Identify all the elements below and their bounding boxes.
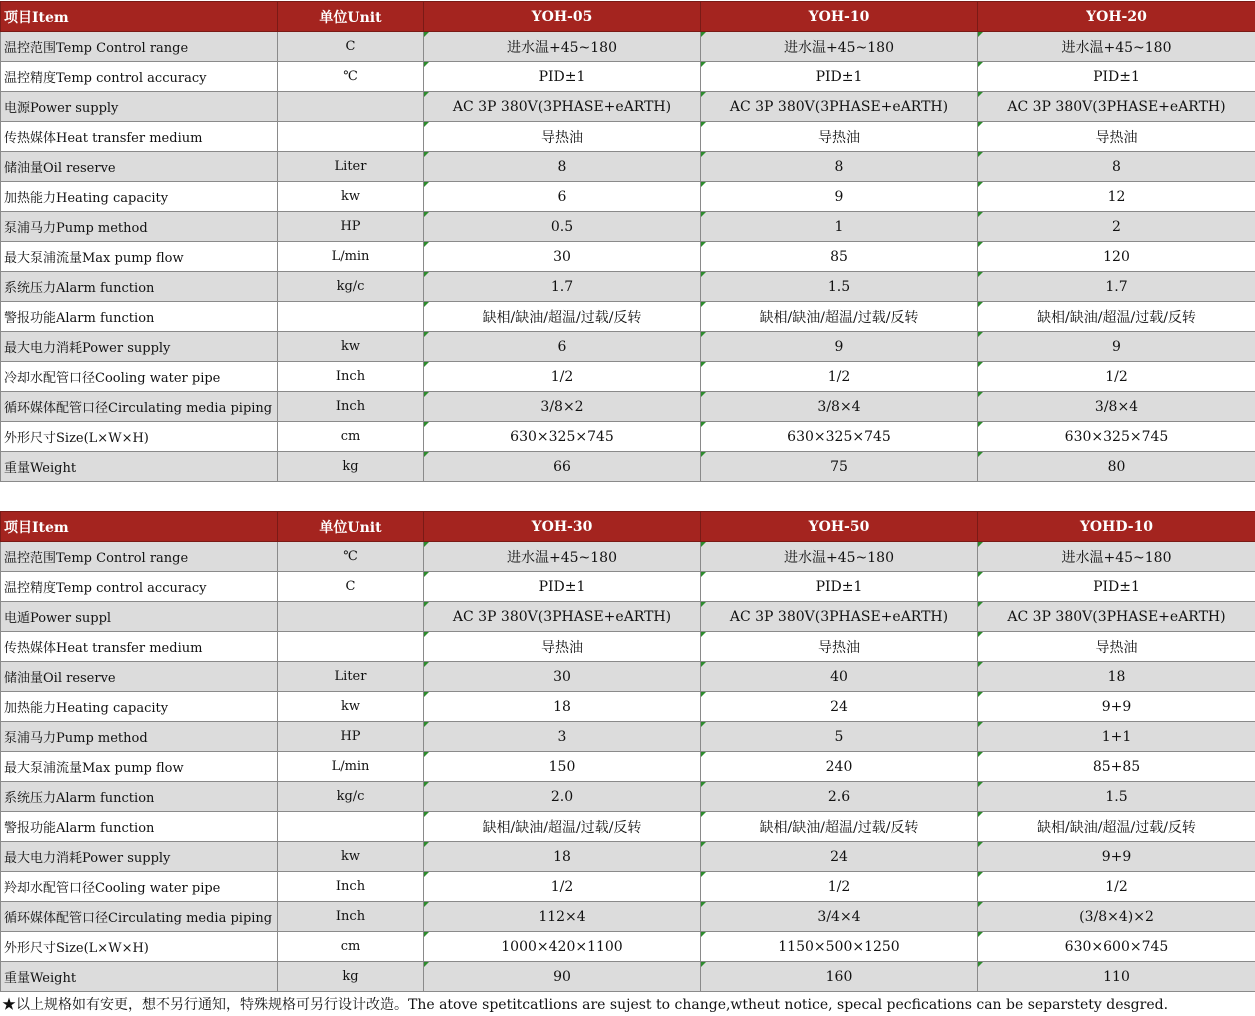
table-row xyxy=(1,842,1255,872)
item-cell: 重量Weight xyxy=(1,962,278,992)
value-cell: 3/8×2 xyxy=(424,392,701,422)
value-cell: 导热油 xyxy=(978,632,1255,662)
header-model: YOH-50 xyxy=(701,512,978,542)
table-row xyxy=(1,722,1255,752)
value-cell: 6 xyxy=(424,332,701,362)
value-cell: PID±1 xyxy=(978,572,1255,602)
table-row xyxy=(1,542,1255,572)
value-cell: 0.5 xyxy=(424,212,701,242)
unit-cell: Inch xyxy=(278,902,424,932)
item-cell: 泵浦马力Pump method xyxy=(1,212,278,242)
value-cell: 112×4 xyxy=(424,902,701,932)
value-cell: 3/4×4 xyxy=(701,902,978,932)
table-row xyxy=(1,752,1255,782)
table-row xyxy=(1,602,1255,632)
value-cell: 导热油 xyxy=(701,122,978,152)
item-cell: 系统压力Alarm function xyxy=(1,272,278,302)
value-cell: 18 xyxy=(978,662,1255,692)
value-cell: 8 xyxy=(701,152,978,182)
item-cell: 警报功能Alarm function xyxy=(1,812,278,842)
table-row xyxy=(1,872,1255,902)
value-cell: 进水温+45~180 xyxy=(701,542,978,572)
value-cell: 66 xyxy=(424,452,701,482)
unit-cell xyxy=(278,92,424,122)
value-cell: 5 xyxy=(701,722,978,752)
header-model: YOH-30 xyxy=(424,512,701,542)
table-row xyxy=(1,362,1255,392)
value-cell: 110 xyxy=(978,962,1255,992)
table-row xyxy=(1,212,1255,242)
table-header-row xyxy=(1,2,1255,32)
header-model: YOH-10 xyxy=(701,2,978,32)
value-cell: 1/2 xyxy=(424,872,701,902)
value-cell: 85 xyxy=(701,242,978,272)
unit-cell: HP xyxy=(278,722,424,752)
item-cell: 传热媒体Heat transfer medium xyxy=(1,122,278,152)
value-cell: 缺相/缺油/超温/过载/反转 xyxy=(978,812,1255,842)
table-row xyxy=(1,662,1255,692)
table-row xyxy=(1,272,1255,302)
value-cell: 18 xyxy=(424,692,701,722)
unit-cell: Liter xyxy=(278,662,424,692)
value-cell: 150 xyxy=(424,752,701,782)
value-cell: 进水温+45~180 xyxy=(424,32,701,62)
value-cell: 1/2 xyxy=(701,872,978,902)
footnote-text: 以上规格如有安更，想不另行通知，特殊规格可另行设计改造。The atove spetitcatlions are sujest to change,wtheut notice, specal pecfications can be separstety desgred. xyxy=(16,997,1169,1013)
value-cell: 缺相/缺油/超温/过载/反转 xyxy=(424,812,701,842)
value-cell: 9 xyxy=(978,332,1255,362)
value-cell: 1/2 xyxy=(701,362,978,392)
item-cell: 温控范围Temp Control range xyxy=(1,542,278,572)
unit-cell: kw xyxy=(278,332,424,362)
header-model: YOH-20 xyxy=(978,2,1255,32)
table-row xyxy=(1,782,1255,812)
item-cell: 警报功能Alarm function xyxy=(1,302,278,332)
value-cell: 1.5 xyxy=(701,272,978,302)
table-row xyxy=(1,92,1255,122)
unit-cell: C xyxy=(278,572,424,602)
unit-cell: kg/c xyxy=(278,272,424,302)
table-row xyxy=(1,962,1255,992)
value-cell: 1150×500×1250 xyxy=(701,932,978,962)
value-cell: 630×600×745 xyxy=(978,932,1255,962)
value-cell: 30 xyxy=(424,662,701,692)
footnote xyxy=(2,994,1252,1014)
value-cell: 3 xyxy=(424,722,701,752)
table-row xyxy=(1,632,1255,662)
header-model: YOHD-10 xyxy=(978,512,1255,542)
unit-cell: kw xyxy=(278,182,424,212)
value-cell: 1/2 xyxy=(978,362,1255,392)
value-cell: 1/2 xyxy=(978,872,1255,902)
value-cell: 8 xyxy=(424,152,701,182)
table-row xyxy=(1,332,1255,362)
item-cell: 电源Power supply xyxy=(1,92,278,122)
item-cell: 加热能力Heating capacity xyxy=(1,182,278,212)
header-item: 项目Item xyxy=(1,512,278,542)
item-cell: 外形尺寸Size(L×W×H) xyxy=(1,932,278,962)
value-cell: AC 3P 380V(3PHASE+eARTH) xyxy=(701,602,978,632)
item-cell: 电遁Power suppl xyxy=(1,602,278,632)
value-cell: 9 xyxy=(701,332,978,362)
value-cell: 40 xyxy=(701,662,978,692)
item-cell: 最大电力消耗Power supply xyxy=(1,842,278,872)
unit-cell: ℃ xyxy=(278,62,424,92)
unit-cell: kw xyxy=(278,842,424,872)
value-cell: 1+1 xyxy=(978,722,1255,752)
item-cell: 加热能力Heating capacity xyxy=(1,692,278,722)
value-cell: 8 xyxy=(978,152,1255,182)
value-cell: 30 xyxy=(424,242,701,272)
table-header-row xyxy=(1,512,1255,542)
value-cell: 缺相/缺油/超温/过载/反转 xyxy=(424,302,701,332)
value-cell: 75 xyxy=(701,452,978,482)
unit-cell xyxy=(278,602,424,632)
value-cell: 2.0 xyxy=(424,782,701,812)
item-cell: 重量Weight xyxy=(1,452,278,482)
item-cell: 系统压力Alarm function xyxy=(1,782,278,812)
item-cell: 羚却水配管口径Cooling water pipe xyxy=(1,872,278,902)
value-cell: AC 3P 380V(3PHASE+eARTH) xyxy=(701,92,978,122)
item-cell: 最大泵浦流量Max pump flow xyxy=(1,752,278,782)
item-cell: 泵浦马力Pump method xyxy=(1,722,278,752)
value-cell: PID±1 xyxy=(701,572,978,602)
unit-cell: L/min xyxy=(278,242,424,272)
value-cell: PID±1 xyxy=(424,572,701,602)
unit-cell: kg xyxy=(278,452,424,482)
value-cell: 160 xyxy=(701,962,978,992)
value-cell: AC 3P 380V(3PHASE+eARTH) xyxy=(424,602,701,632)
value-cell: AC 3P 380V(3PHASE+eARTH) xyxy=(424,92,701,122)
table-row xyxy=(1,902,1255,932)
value-cell: 3/8×4 xyxy=(701,392,978,422)
spec-table-1 xyxy=(0,1,1255,482)
item-cell: 冷却水配管口径Cooling water pipe xyxy=(1,362,278,392)
value-cell: 2.6 xyxy=(701,782,978,812)
value-cell: 导热油 xyxy=(701,632,978,662)
value-cell: 1 xyxy=(701,212,978,242)
value-cell: 缺相/缺油/超温/过载/反转 xyxy=(701,812,978,842)
item-cell: 外形尺寸Size(L×W×H) xyxy=(1,422,278,452)
table-row xyxy=(1,182,1255,212)
value-cell: 1.7 xyxy=(424,272,701,302)
value-cell: 120 xyxy=(978,242,1255,272)
unit-cell: HP xyxy=(278,212,424,242)
value-cell: 1000×420×1100 xyxy=(424,932,701,962)
item-cell: 温控精度Temp control accuracy xyxy=(1,62,278,92)
item-cell: 传热媒体Heat transfer medium xyxy=(1,632,278,662)
table-row xyxy=(1,152,1255,182)
unit-cell: cm xyxy=(278,932,424,962)
header-unit: 单位Unit xyxy=(278,2,424,32)
unit-cell: Inch xyxy=(278,872,424,902)
value-cell: 630×325×745 xyxy=(701,422,978,452)
value-cell: 进水温+45~180 xyxy=(424,542,701,572)
value-cell: PID±1 xyxy=(978,62,1255,92)
unit-cell: L/min xyxy=(278,752,424,782)
value-cell: 18 xyxy=(424,842,701,872)
header-item: 项目Item xyxy=(1,2,278,32)
value-cell: 240 xyxy=(701,752,978,782)
value-cell: 进水温+45~180 xyxy=(978,32,1255,62)
value-cell: 3/8×4 xyxy=(978,392,1255,422)
table-row xyxy=(1,392,1255,422)
unit-cell xyxy=(278,812,424,842)
value-cell: 90 xyxy=(424,962,701,992)
table-row xyxy=(1,572,1255,602)
unit-cell: Liter xyxy=(278,152,424,182)
item-cell: 储油量Oil reserve xyxy=(1,662,278,692)
spec-table-2 xyxy=(0,511,1255,992)
unit-cell: C xyxy=(278,32,424,62)
value-cell: AC 3P 380V(3PHASE+eARTH) xyxy=(978,602,1255,632)
unit-cell: Inch xyxy=(278,392,424,422)
unit-cell: Inch xyxy=(278,362,424,392)
value-cell: (3/8×4)×2 xyxy=(978,902,1255,932)
value-cell: 9 xyxy=(701,182,978,212)
value-cell: 2 xyxy=(978,212,1255,242)
item-cell: 温控范围Temp Control range xyxy=(1,32,278,62)
star-icon: ★ xyxy=(2,997,16,1013)
unit-cell: cm xyxy=(278,422,424,452)
value-cell: 导热油 xyxy=(978,122,1255,152)
value-cell: AC 3P 380V(3PHASE+eARTH) xyxy=(978,92,1255,122)
value-cell: 导热油 xyxy=(424,632,701,662)
item-cell: 循环媒体配管口径Circulating media piping xyxy=(1,392,278,422)
value-cell: 630×325×745 xyxy=(978,422,1255,452)
unit-cell xyxy=(278,122,424,152)
value-cell: 80 xyxy=(978,452,1255,482)
value-cell: 6 xyxy=(424,182,701,212)
table-row xyxy=(1,32,1255,62)
header-unit: 单位Unit xyxy=(278,512,424,542)
value-cell: PID±1 xyxy=(424,62,701,92)
value-cell: PID±1 xyxy=(701,62,978,92)
value-cell: 9+9 xyxy=(978,842,1255,872)
item-cell: 最大电力消耗Power supply xyxy=(1,332,278,362)
value-cell: 1/2 xyxy=(424,362,701,392)
value-cell: 85+85 xyxy=(978,752,1255,782)
value-cell: 24 xyxy=(701,692,978,722)
value-cell: 导热油 xyxy=(424,122,701,152)
table-row xyxy=(1,302,1255,332)
value-cell: 1.5 xyxy=(978,782,1255,812)
value-cell: 1.7 xyxy=(978,272,1255,302)
value-cell: 630×325×745 xyxy=(424,422,701,452)
value-cell: 进水温+45~180 xyxy=(978,542,1255,572)
unit-cell: kg/c xyxy=(278,782,424,812)
table-row xyxy=(1,452,1255,482)
unit-cell xyxy=(278,632,424,662)
table-row xyxy=(1,422,1255,452)
unit-cell: kg xyxy=(278,962,424,992)
item-cell: 最大泵浦流量Max pump flow xyxy=(1,242,278,272)
value-cell: 12 xyxy=(978,182,1255,212)
value-cell: 24 xyxy=(701,842,978,872)
table-row xyxy=(1,812,1255,842)
value-cell: 缺相/缺油/超温/过载/反转 xyxy=(978,302,1255,332)
unit-cell xyxy=(278,302,424,332)
item-cell: 循环媒体配管口径Circulating media piping xyxy=(1,902,278,932)
table-row xyxy=(1,242,1255,272)
unit-cell: ℃ xyxy=(278,542,424,572)
table-row xyxy=(1,122,1255,152)
item-cell: 温控精度Temp control accuracy xyxy=(1,572,278,602)
item-cell: 储油量Oil reserve xyxy=(1,152,278,182)
value-cell: 缺相/缺油/超温/过载/反转 xyxy=(701,302,978,332)
table-row xyxy=(1,932,1255,962)
value-cell: 进水温+45~180 xyxy=(701,32,978,62)
unit-cell: kw xyxy=(278,692,424,722)
header-model: YOH-05 xyxy=(424,2,701,32)
value-cell: 9+9 xyxy=(978,692,1255,722)
table-row xyxy=(1,692,1255,722)
table-row xyxy=(1,62,1255,92)
